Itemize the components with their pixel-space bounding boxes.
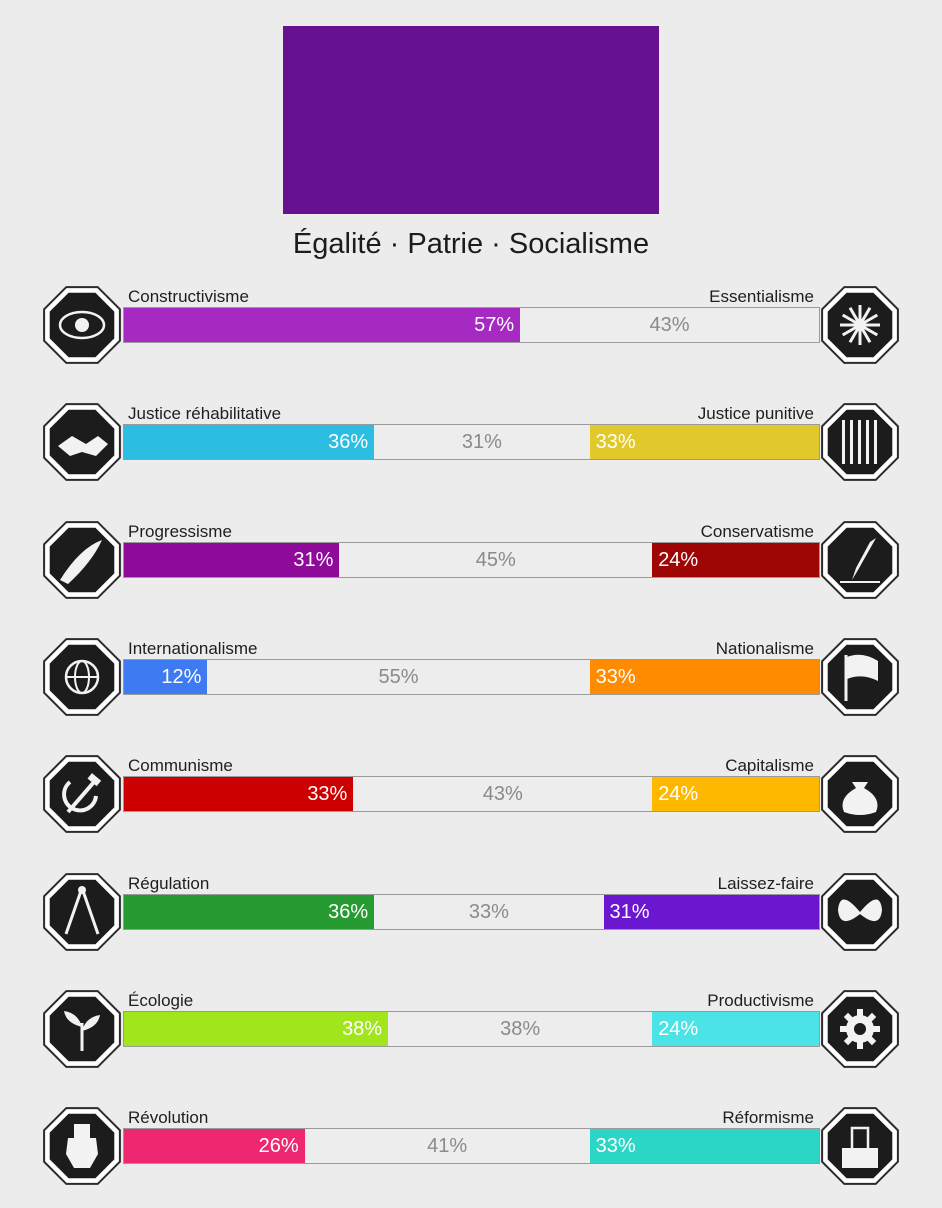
axis-left-label: Écologie: [128, 990, 194, 1010]
axis-neutral-percent: 31%: [461, 431, 502, 454]
axis-row: [0, 522, 942, 622]
axis-neutral-percent: 33%: [468, 900, 509, 923]
flag-swatch: [283, 26, 659, 214]
axis-row: [0, 404, 942, 504]
axis-row: [0, 874, 942, 974]
axis-neutral-percent: 55%: [378, 665, 419, 688]
axis-left-label: Communisme: [128, 756, 233, 776]
axis-right-percent: 33%: [595, 665, 636, 688]
axis-right-label: Nationalisme: [715, 638, 814, 658]
quill-icon: [818, 518, 902, 602]
axis-left-percent: 57%: [474, 314, 515, 336]
handshake-icon: [40, 400, 124, 484]
gear-icon: [818, 987, 902, 1071]
axis-bar: [123, 659, 820, 695]
money-bag-icon: [818, 752, 902, 836]
axis-right-label: Productivisme: [707, 990, 814, 1010]
axis-left-percent: 36%: [328, 900, 369, 923]
axis-right-label: Capitalisme: [725, 756, 814, 776]
prison-bars-icon: [818, 400, 902, 484]
axis-neutral-percent: 45%: [475, 548, 516, 571]
axis-bar: [123, 1128, 820, 1164]
axis-right-label: Justice punitive: [697, 404, 814, 424]
axis-left-percent: 12%: [161, 665, 202, 688]
hammer-sickle-icon: [40, 752, 124, 836]
axis-neutral-percent: 43%: [649, 314, 690, 336]
axis-bar: [123, 776, 820, 812]
axis-right-label: Réformisme: [722, 1108, 814, 1128]
ruler-compass-icon: [40, 870, 124, 954]
axis-left-percent: 38%: [342, 1017, 383, 1040]
axis-left-label: Révolution: [128, 1108, 209, 1128]
axis-bar: [123, 307, 820, 343]
butterfly-icon: [818, 870, 902, 954]
axis-bar: [123, 542, 820, 578]
flower-icon: [818, 283, 902, 367]
axis-right-percent: 24%: [658, 548, 699, 571]
axis-left-percent: 36%: [328, 431, 369, 454]
globe-laurel-icon: [40, 635, 124, 719]
axis-right-label: Essentialisme: [709, 287, 814, 306]
axis-right-percent: 33%: [595, 1135, 636, 1158]
axis-right-label: Conservatisme: [700, 521, 814, 541]
axis-left-label: Régulation: [128, 873, 210, 893]
axis-row: [0, 991, 942, 1091]
axis-bar: [123, 424, 820, 460]
axis-row: [0, 1108, 942, 1208]
axis-left-percent: 26%: [258, 1135, 299, 1158]
axis-left-label: Constructivisme: [128, 287, 249, 306]
axis-row: [0, 639, 942, 739]
axis-right-percent: 24%: [658, 1017, 699, 1040]
axis-left-label: Justice réhabilitative: [128, 404, 282, 424]
axis-right-percent: 24%: [658, 783, 699, 806]
axis-left-label: Internationalisme: [128, 638, 258, 658]
axis-bar: [123, 1011, 820, 1047]
axis-right-percent: 31%: [609, 900, 650, 923]
axis-neutral-percent: 41%: [427, 1135, 468, 1158]
axis-right-label: Laissez-faire: [717, 873, 814, 893]
axis-row: [0, 287, 942, 387]
eye-icon: [40, 283, 124, 367]
comet-icon: [40, 518, 124, 602]
axis-left-percent: 33%: [307, 783, 348, 806]
ballot-icon: [818, 1104, 902, 1188]
sprout-icon: [40, 987, 124, 1071]
axis-left-percent: 31%: [293, 548, 334, 571]
flag-icon: [818, 635, 902, 719]
axis-bar: [123, 894, 820, 930]
slogan: Égalité · Patrie · Socialisme: [292, 228, 650, 260]
fist-icon: [40, 1104, 124, 1188]
axis-left-label: Progressisme: [128, 521, 232, 541]
axis-right-percent: 33%: [595, 431, 636, 454]
axis-neutral-percent: 38%: [500, 1017, 541, 1040]
axis-row: [0, 756, 942, 856]
axis-neutral-percent: 43%: [482, 783, 523, 806]
